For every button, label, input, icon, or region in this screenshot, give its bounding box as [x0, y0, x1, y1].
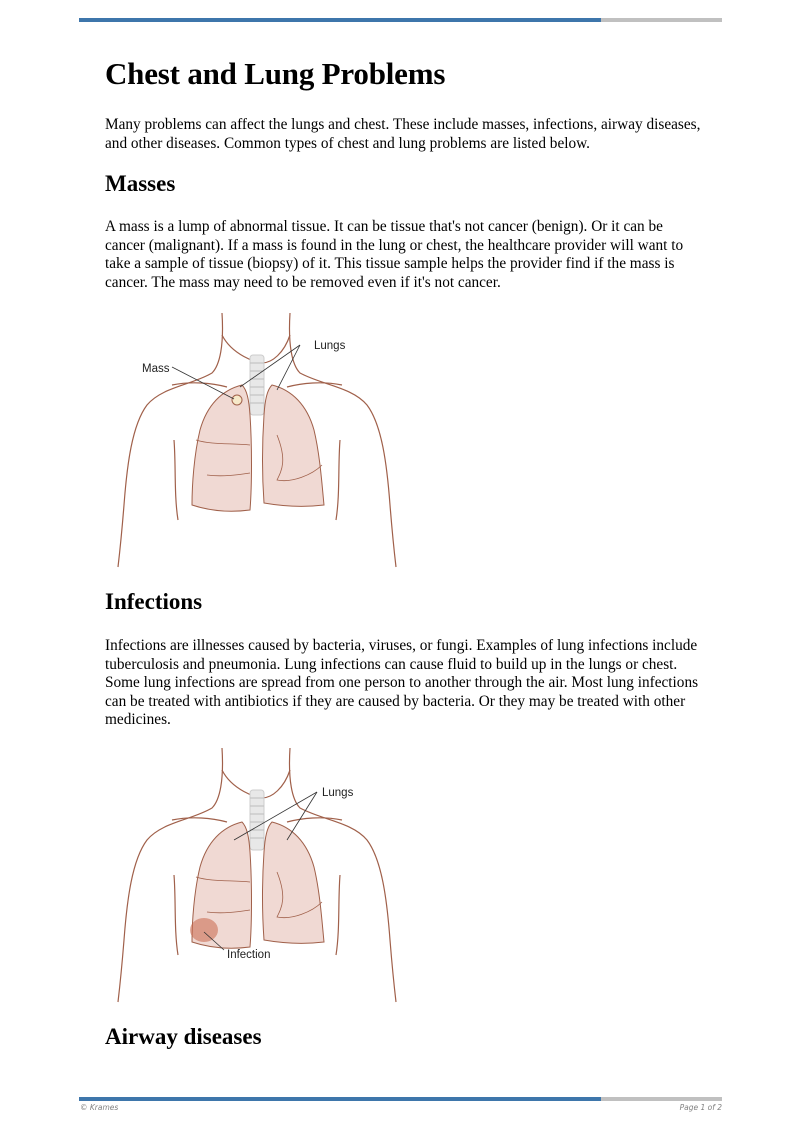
footer-rule-accent [79, 1097, 601, 1101]
section-heading-masses: Masses [105, 171, 176, 196]
footer-rule [79, 1097, 722, 1101]
header-rule-accent [79, 18, 601, 22]
masses-illustration [112, 305, 402, 570]
footer-page-number: Page 1 of 2 [679, 1103, 722, 1112]
section-heading-airway-diseases: Airway diseases [105, 1024, 262, 1049]
label-mass: Mass [142, 363, 170, 375]
footer-copyright: © Krames [80, 1103, 119, 1112]
left-lung [263, 822, 325, 943]
masses-paragraph: A mass is a lump of abnormal tissue. It can be tissue that's not cancer (benign). Or it can be cancer (malignant). If a mass is found in the lung or chest, the healthcare provider will want to take a sample of tissue (biopsy) of it. This tissue sample helps the provider find if the mass is cancer. The mass may need to be removed even if it's not cancer. [105, 218, 684, 291]
header-rule-gray [601, 18, 722, 22]
infections-paragraph: Infections are illnesses caused by bacteria, viruses, or fungi. Examples of lung infections include tuberculosis and pneumonia. Lung infections can cause fluid to build up in the lungs or chest. Some lung infections are spread from one person to another through the air. Most lung infections can be treated with antibiotics if they are caused by bacteria. Or they may be treated with other medicines. [105, 637, 699, 729]
label-lungs: Lungs [314, 340, 346, 352]
trachea [250, 790, 264, 850]
torso-outline [118, 313, 396, 567]
section-heading-infections: Infections [105, 589, 203, 614]
label-lungs: Lungs [322, 787, 354, 799]
left-lung [263, 385, 325, 506]
torso-outline [118, 748, 396, 1002]
infection-illustration [112, 740, 402, 1005]
header-rule [79, 18, 722, 22]
trachea [250, 355, 264, 415]
mass-marker [232, 395, 242, 405]
right-lung [192, 385, 252, 511]
intro-paragraph: Many problems can affect the lungs and chest. These include masses, infections, airway diseases, and other diseases. Common types of chest and lung problems are listed below. [105, 116, 701, 152]
page-title: Chest and Lung Problems [105, 56, 446, 91]
footer-rule-gray [601, 1097, 722, 1101]
infection-area [190, 918, 218, 942]
label-infection: Infection [227, 949, 271, 961]
